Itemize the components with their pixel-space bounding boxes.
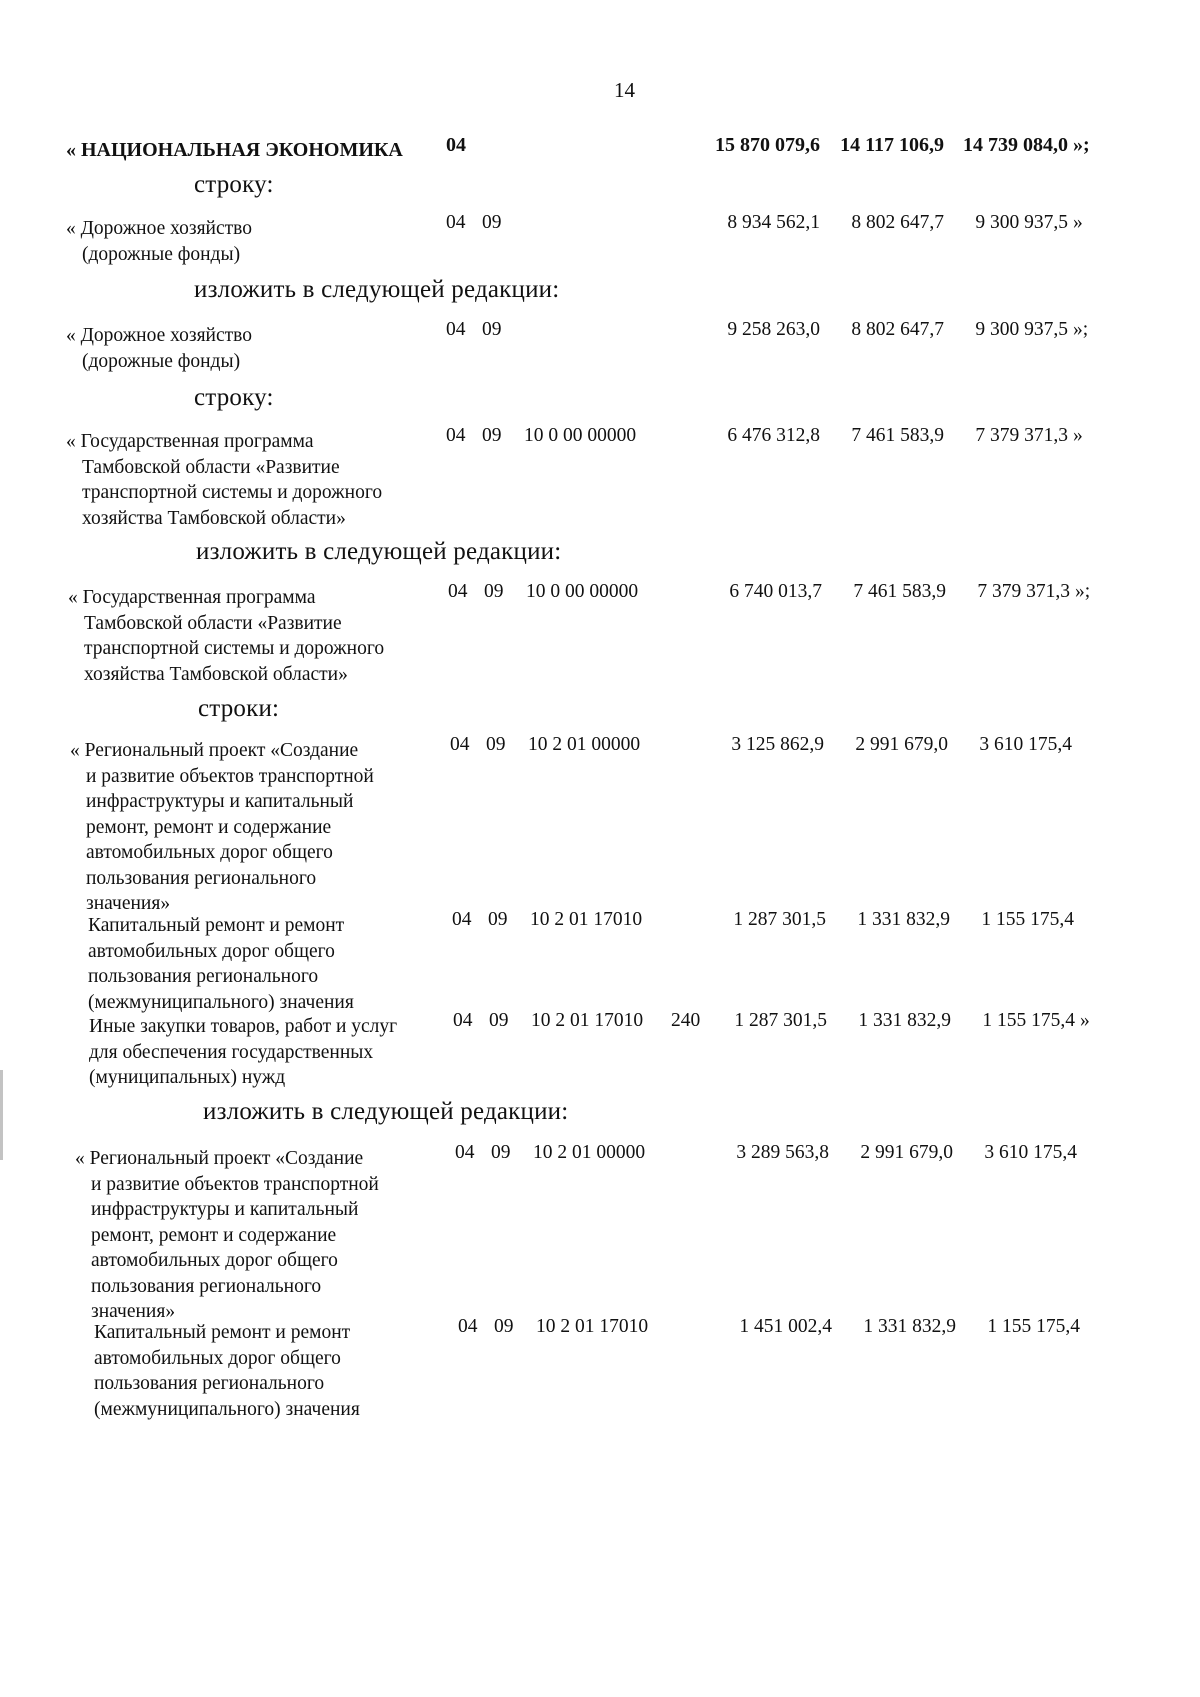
row-name-line: ремонт, ремонт и содержание — [91, 1224, 337, 1246]
row-name-line: Иные закупки товаров, работ и услуг — [89, 1016, 398, 1037]
amount-year-3: 7 379 371,3 — [975, 425, 1068, 446]
closing-quote: » — [1073, 425, 1083, 446]
section-heading: строку: — [194, 171, 274, 198]
row-name — [70, 738, 440, 917]
amount-year-1: 6 740 013,7 — [729, 581, 822, 602]
section-code: 04 — [453, 1010, 473, 1031]
amount-year-1: 15 870 079,6 — [715, 134, 820, 156]
amount-year-3: 1 155 175,4 — [981, 909, 1074, 930]
section-code: 04 — [450, 734, 470, 755]
target-article-code: 10 2 01 17010 — [531, 1010, 644, 1031]
amount-year-2: 2 991 679,0 — [855, 734, 948, 755]
amount-year-2: 7 461 583,9 — [851, 425, 944, 446]
row-name — [66, 216, 436, 267]
row-name-line: пользования регионального — [88, 966, 319, 987]
subsection-code: 09 — [488, 909, 508, 930]
section-code: 04 — [446, 134, 466, 156]
section-heading: изложить в следующей редакции: — [196, 538, 562, 565]
page-number: 14 — [614, 78, 635, 102]
amount-year-1: 1 287 301,5 — [733, 909, 826, 930]
row-name-line: пользования регионального — [86, 867, 317, 889]
row-name-line: и развитие объектов транспортной — [91, 1173, 379, 1195]
amount-year-3: 1 155 175,4 — [987, 1316, 1080, 1337]
section-code: 04 — [452, 909, 472, 930]
row-name — [66, 138, 436, 164]
row-name-line: (дорожные фонды) — [82, 243, 241, 265]
amount-year-3: 9 300 937,5 — [975, 212, 1068, 233]
row-name-line: « Региональный проект «Создание — [75, 1148, 364, 1169]
target-article-code: 10 0 00 00000 — [526, 581, 639, 602]
row-name-line: (межмуниципального) значения — [94, 1398, 360, 1420]
amount-year-3: 1 155 175,4 — [982, 1010, 1075, 1031]
row-name-line: инфраструктуры и капитальный — [91, 1199, 359, 1220]
row-name-line: (муниципальных) нужд — [89, 1067, 286, 1088]
scan-edge-mark — [0, 1070, 3, 1160]
row-name — [66, 323, 436, 374]
row-name-line: Тамбовской области «Развитие — [82, 456, 340, 478]
subsection-code: 09 — [494, 1316, 514, 1337]
closing-quote: »; — [1075, 581, 1091, 602]
amount-year-3: 7 379 371,3 — [977, 581, 1070, 602]
amount-year-1: 1 451 002,4 — [739, 1316, 832, 1337]
closing-quote: »; — [1073, 134, 1090, 156]
section-heading: изложить в следующей редакции: — [194, 276, 560, 303]
closing-quote: » — [1080, 1010, 1090, 1031]
amount-year-1: 3 125 862,9 — [731, 734, 824, 755]
row-name-line: автомобильных дорог общего — [88, 940, 335, 962]
amount-year-1: 9 258 263,0 — [727, 319, 820, 340]
row-name-line: транспортной системы и дорожного — [82, 482, 383, 503]
amount-year-1: 1 287 301,5 — [734, 1010, 827, 1031]
row-name-line: хозяйства Тамбовской области» — [82, 507, 346, 529]
closing-quote: » — [1073, 212, 1083, 233]
section-code: 04 — [455, 1142, 475, 1163]
section-code: 04 — [458, 1316, 478, 1337]
subsection-code: 09 — [482, 425, 502, 446]
row-name-line: пользования регионального — [94, 1373, 325, 1394]
target-article-code: 10 0 00 00000 — [524, 425, 637, 446]
amount-year-2: 8 802 647,7 — [851, 212, 944, 233]
subsection-code: 09 — [486, 734, 506, 755]
subsection-code: 09 — [484, 581, 504, 602]
section-heading: изложить в следующей редакции: — [203, 1098, 569, 1125]
row-name-line: « Государственная программа — [66, 431, 314, 452]
amount-year-2: 1 331 832,9 — [857, 909, 950, 930]
row-name — [68, 585, 438, 687]
row-name-line: (дорожные фонды) — [82, 350, 241, 372]
row-name-line: Тамбовской области «Развитие — [84, 612, 342, 634]
expense-type-code: 240 — [671, 1010, 701, 1031]
row-name-line: значения» — [86, 893, 171, 914]
row-name-line: и развитие объектов транспортной — [86, 765, 374, 787]
amount-year-3: 3 610 175,4 — [984, 1142, 1077, 1163]
row-name-line: ремонт, ремонт и содержание — [86, 816, 332, 838]
amount-year-1: 8 934 562,1 — [727, 212, 820, 233]
row-name-line: « Дорожное хозяйство — [66, 218, 252, 239]
subsection-code: 09 — [489, 1010, 509, 1031]
amount-year-1: 6 476 312,8 — [727, 425, 820, 446]
target-article-code: 10 2 01 00000 — [528, 734, 641, 755]
row-name-line: Капитальный ремонт и ремонт — [94, 1322, 351, 1343]
amount-year-3: 14 739 084,0 — [963, 134, 1068, 156]
row-name-line: Капитальный ремонт и ремонт — [88, 915, 345, 936]
row-name — [75, 1146, 445, 1325]
section-heading: строки: — [198, 695, 280, 722]
amount-year-2: 7 461 583,9 — [853, 581, 946, 602]
section-code: 04 — [446, 425, 466, 446]
amount-year-3: 3 610 175,4 — [979, 734, 1072, 755]
amount-year-3: 9 300 937,5 — [975, 319, 1068, 340]
row-name — [72, 913, 442, 1015]
row-name-line: для обеспечения государственных — [89, 1041, 374, 1063]
amount-year-2: 8 802 647,7 — [851, 319, 944, 340]
target-article-code: 10 2 01 17010 — [536, 1316, 649, 1337]
row-name — [66, 429, 436, 531]
subsection-code: 09 — [482, 212, 502, 233]
row-name-line: « Государственная программа — [68, 587, 316, 608]
row-name-line: « Дорожное хозяйство — [66, 325, 252, 346]
row-name-line: инфраструктуры и капитальный — [86, 791, 354, 812]
row-name-line: « Региональный проект «Создание — [70, 740, 359, 761]
target-article-code: 10 2 01 17010 — [530, 909, 643, 930]
row-name-line: автомобильных дорог общего — [86, 842, 333, 863]
row-name-line: хозяйства Тамбовской области» — [84, 663, 348, 685]
closing-quote: »; — [1073, 319, 1089, 340]
amount-year-2: 2 991 679,0 — [860, 1142, 953, 1163]
row-name-line: пользования регионального — [91, 1275, 322, 1297]
amount-year-2: 1 331 832,9 — [858, 1010, 951, 1031]
subsection-code: 09 — [482, 319, 502, 340]
row-name-line: значения» — [91, 1301, 176, 1322]
subsection-code: 09 — [491, 1142, 511, 1163]
amount-year-2: 1 331 832,9 — [863, 1316, 956, 1337]
row-name — [73, 1014, 443, 1091]
target-article-code: 10 2 01 00000 — [533, 1142, 646, 1163]
section-heading: строку: — [194, 384, 274, 411]
section-code: 04 — [448, 581, 468, 602]
section-code: 04 — [446, 319, 466, 340]
row-name-line: « НАЦИОНАЛЬНАЯ ЭКОНОМИКА — [66, 139, 403, 161]
row-name-line: автомобильных дорог общего — [94, 1347, 341, 1369]
row-name — [78, 1320, 448, 1422]
section-code: 04 — [446, 212, 466, 233]
amount-year-1: 3 289 563,8 — [736, 1142, 829, 1163]
amount-year-2: 14 117 106,9 — [840, 134, 944, 156]
row-name-line: транспортной системы и дорожного — [84, 638, 385, 659]
row-name-line: автомобильных дорог общего — [91, 1250, 338, 1271]
row-name-line: (межмуниципального) значения — [88, 991, 354, 1013]
